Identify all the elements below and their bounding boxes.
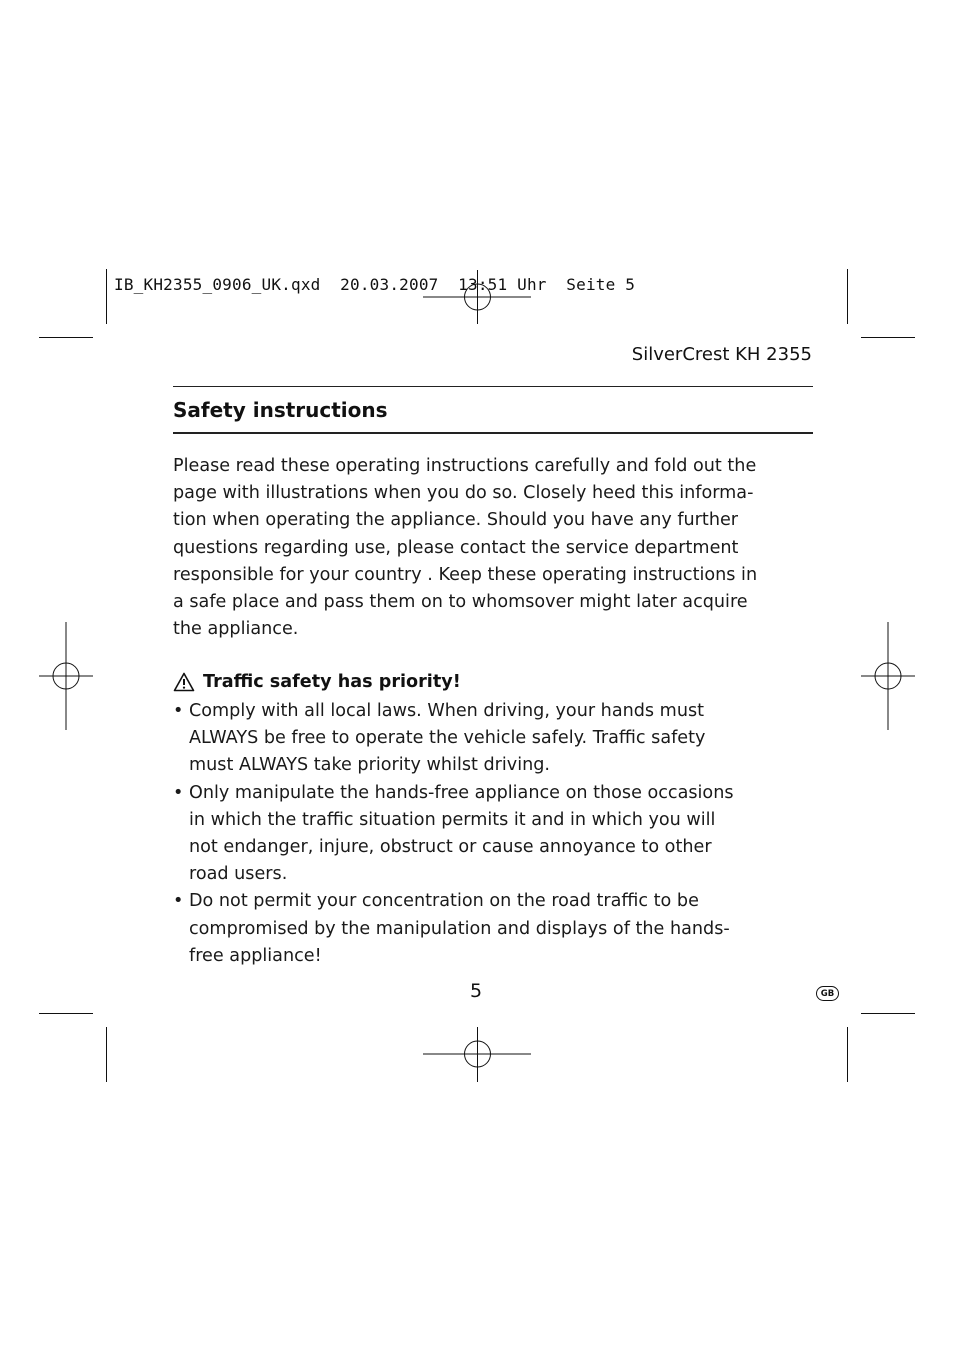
intro-line: Please read these operating instructions carefully and fold out the <box>173 456 757 476</box>
list-item <box>173 780 813 889</box>
page-number: 5 <box>470 980 483 1002</box>
intro-line: questions regarding use, please contact the service department <box>173 537 739 558</box>
bullet-line: Comply with all local laws. When driving, your hands must <box>189 701 705 721</box>
intro-line: responsible for your country . Keep these operating instructions in <box>173 564 758 585</box>
bullet-line: free appliance! <box>189 945 322 966</box>
header-rule <box>173 386 813 387</box>
running-head: SilverCrest KH 2355 <box>631 344 812 365</box>
registration-mark-left <box>39 622 93 730</box>
registration-mark-bottom <box>423 1027 531 1082</box>
section-title: Safety instructions <box>173 398 388 422</box>
bullet-line: not endanger, injure, obstruct or cause annoyance to other <box>189 837 712 858</box>
bullet-marker: • <box>173 891 184 912</box>
print-slug: IB_KH2355_0906_UK.qxd 20.03.2007 13:51 Uhr Seite 5 <box>114 275 636 294</box>
bullet-line: road users. <box>189 864 288 885</box>
bullet-line: ALWAYS be free to operate the vehicle safely. Traffic safety <box>189 728 706 749</box>
intro-line: a safe place and pass them on to whomsover might later acquire <box>173 592 748 613</box>
list-item <box>173 888 813 970</box>
bullet-line: Do not permit your concentration on the road traffic to be <box>189 891 699 912</box>
bullet-line: must ALWAYS take priority whilst driving. <box>189 755 550 776</box>
intro-line: the appliance. <box>173 619 299 640</box>
warning-bullet-list <box>173 698 813 970</box>
country-code-badge: GB <box>816 986 839 1001</box>
bullet-line: in which the traffic situation permits it and in which you will <box>189 809 716 830</box>
warning-triangle-icon <box>173 672 195 692</box>
bullet-marker: • <box>173 782 184 803</box>
registration-mark-right <box>861 622 915 730</box>
warning-subheading <box>173 672 461 692</box>
warning-title: Traffic safety has priority! <box>203 672 461 692</box>
intro-paragraph <box>173 453 813 643</box>
bullet-marker: • <box>173 701 184 721</box>
title-rule <box>173 432 813 434</box>
intro-line: tion when operating the appliance. Should you have any further <box>173 510 739 531</box>
intro-line: page with illustrations when you do so. Closely heed this informa- <box>173 483 754 504</box>
bullet-line: compromised by the manipulation and displays of the hands- <box>189 918 730 939</box>
bullet-line: Only manipulate the hands-free appliance on those occasions <box>189 782 734 803</box>
list-item <box>173 698 813 780</box>
